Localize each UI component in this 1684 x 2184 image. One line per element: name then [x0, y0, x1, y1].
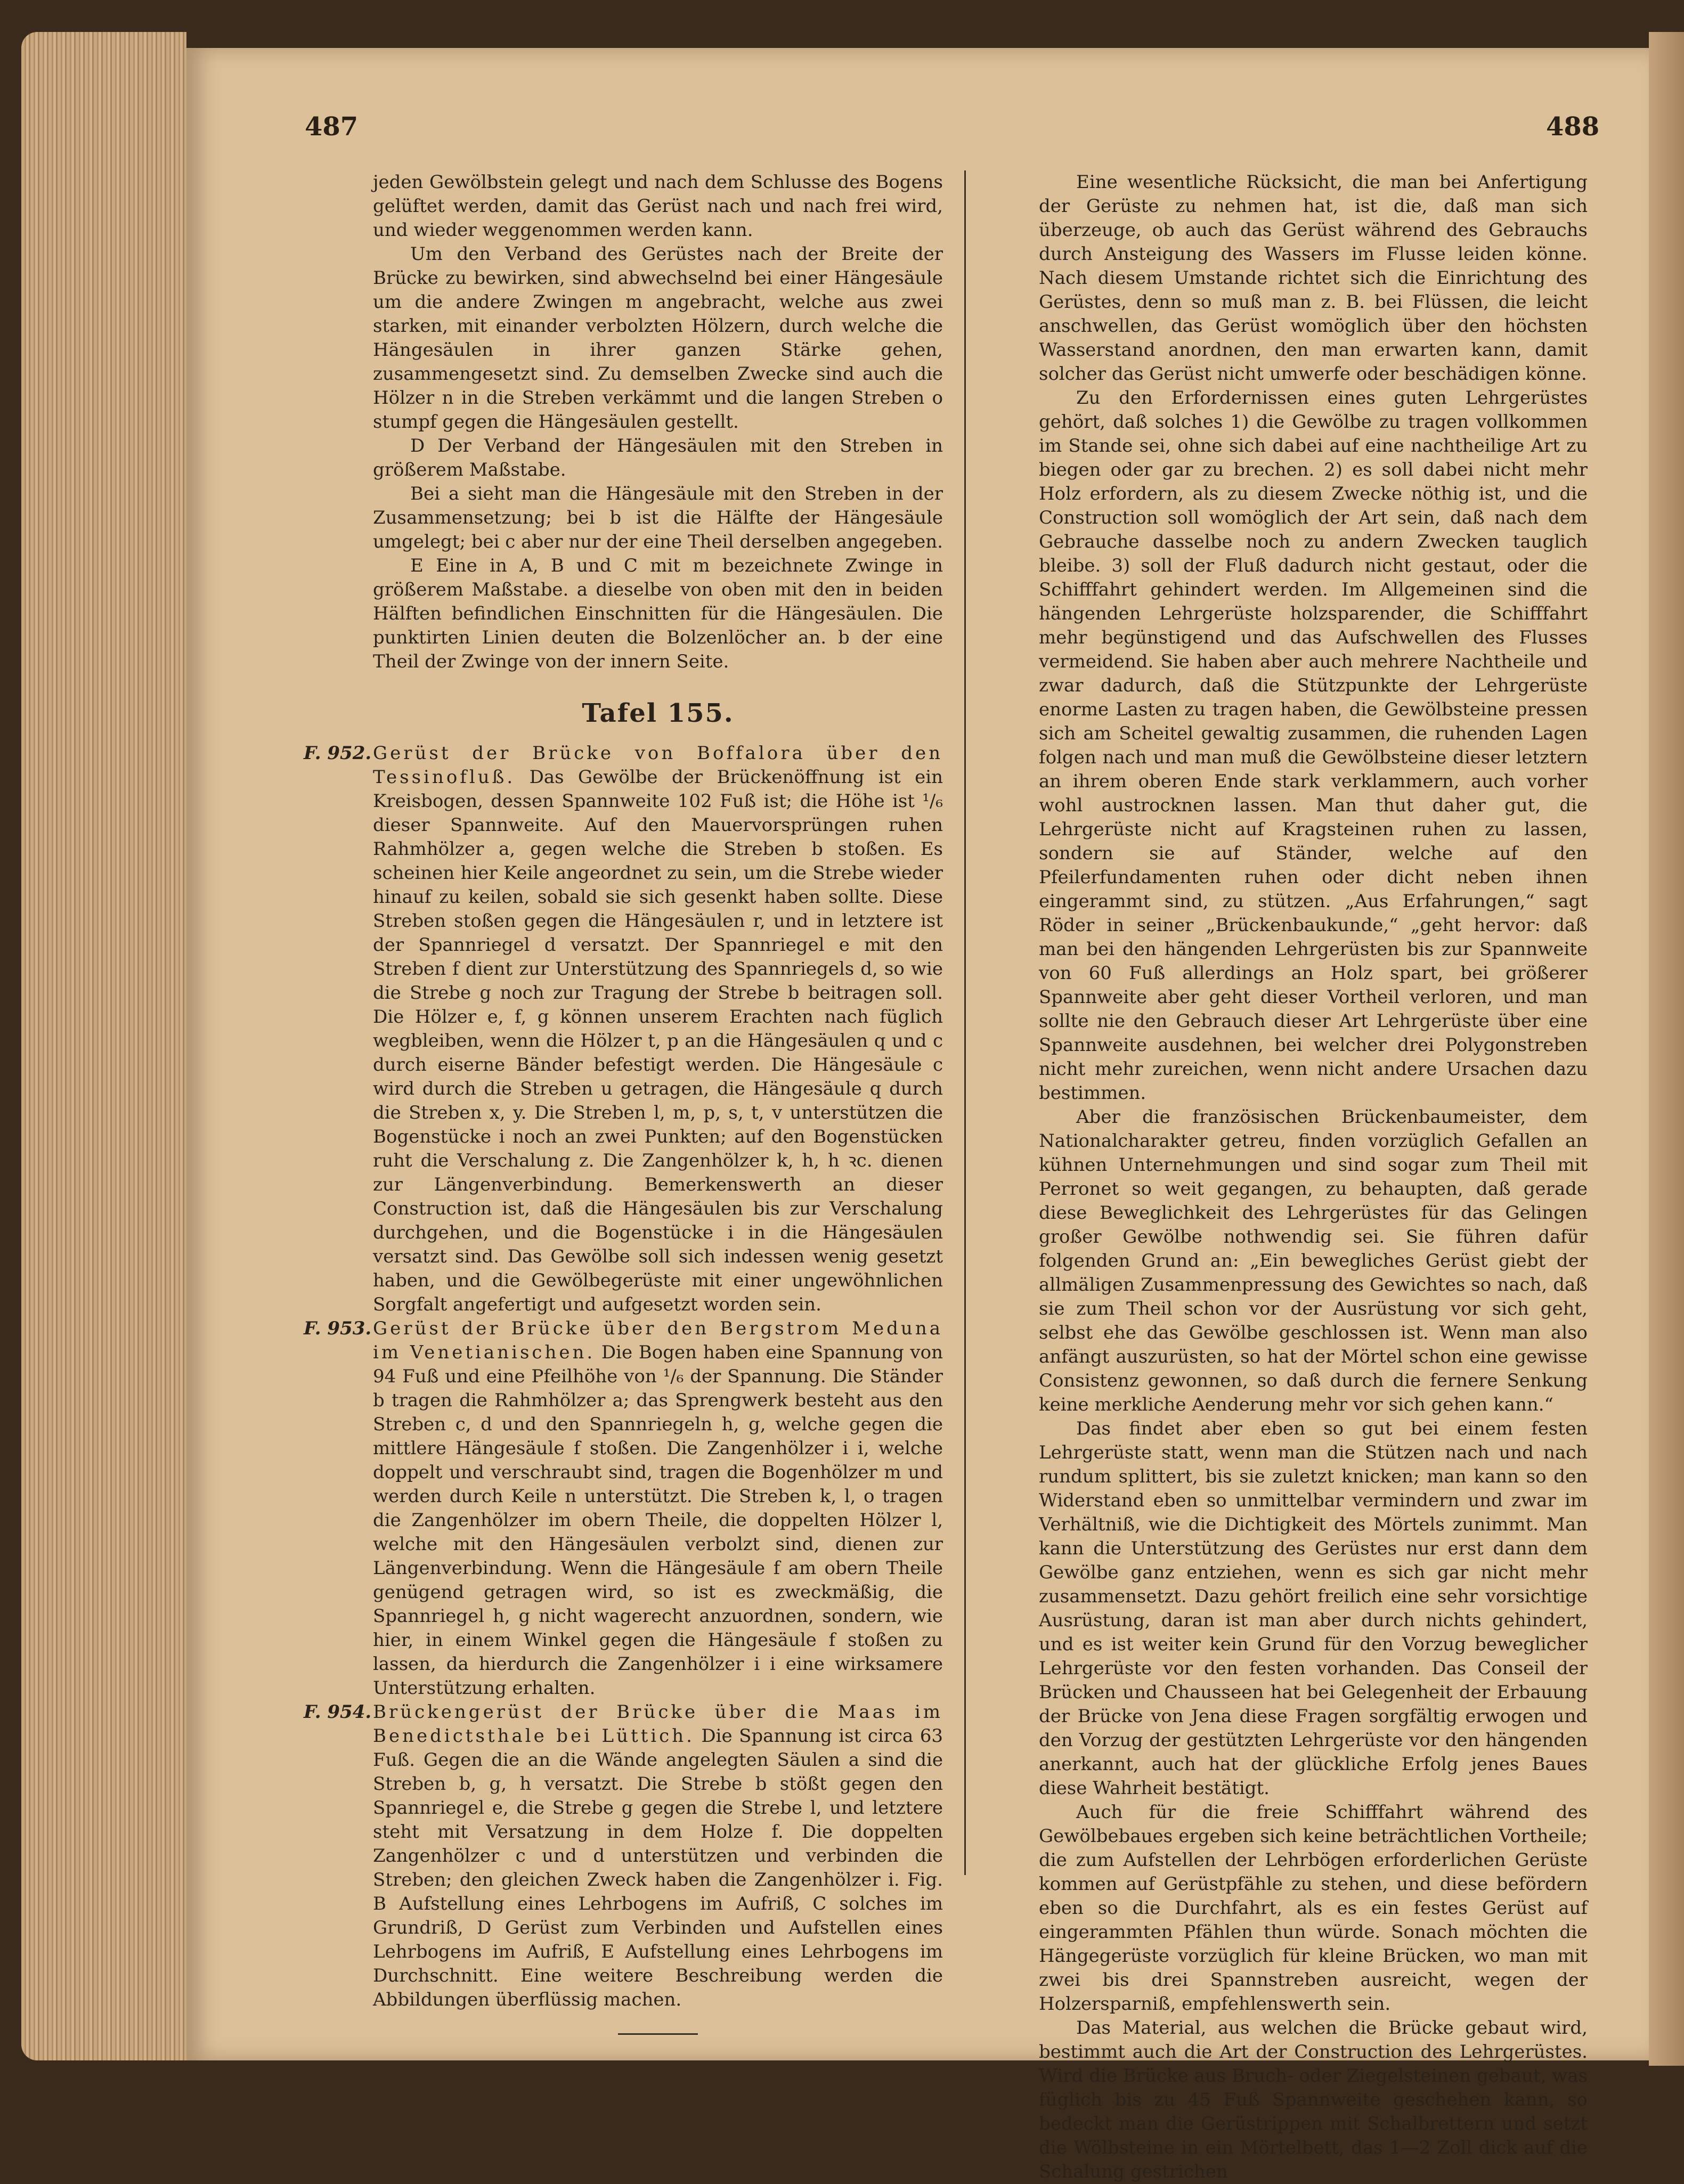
- paragraph: Eine wesentliche Rücksicht, die man bei Anfertigung der Gerüste zu nehmen hat, ist die, daß man sich überzeuge, ob auch das Gerüst während des Gebrauchs durch Ansteigung des Wassers im Flusse leiden könne. Nach diesem Umstande richtet sich die Einrichtung des Gerüstes, denn so muß man z. B. bei Flüssen, die leicht anschwellen, das Gerüst womöglich über den höchsten Wasserstand anordnen, den man erwarten kann, damit solcher das Gerüst nicht umwerfe oder beschädigen könne.: [1039, 172, 1588, 385]
- paragraph: jeden Gewölbstein gelegt und nach dem Schlusse des Bogens gelüftet werden, damit das Gerüst nach und nach frei wird, und wieder weggenommen werden kann.: [373, 172, 943, 241]
- paragraph: Aber die französischen Brückenbaumeister, dem Nationalcharakter getreu, finden vorzüglich Gefallen an kühnen Unternehmungen und sind sogar zum Theil mit Perronet so weit gegangen, zu behaupten, daß gerade diese Beweglichkeit des Lehrgerüstes für das Gelingen großer Gewölbe nothwendig sei. Sie führen dafür folgenden Grund an: „Ein bewegliches Gerüst giebt der allmäligen Zusammenpressung des Gewichtes so nach, daß sie zum Theil schon vor der Ausrüstung vor sich geht, selbst ehe das Gewölbe geschlossen ist. Wenn man also anfängt auszurüsten, so hat der Mörtel schon eine gewisse Consistenz gewonnen, so daß durch die fernere Senkung keine merkliche Aenderung mehr vor sich gehen kann.“: [1039, 1106, 1588, 1415]
- entry-title: Gerüst der Brücke über den Bergstrom Meduna im Venetianischen.: [373, 1318, 943, 1363]
- paragraph: Zu den Erfordernissen eines guten Lehrgerüstes gehört, daß solches 1) die Gewölbe zu tragen vollkommen im Stande sei, ohne sich dabei auf eine nachtheilige Art zu biegen oder gar zu brechen. 2) es soll dabei nicht mehr Holz erfordern, als zu diesem Zwecke nöthig ist, und die Construction soll womöglich der Art sein, daß nach dem Gebrauche dasselbe noch zu andern Zwecken tauglich bleibe. 3) soll der Fluß dadurch nicht gestaut, oder die Schifffahrt gehindert werden. Im Allgemeinen sind die hängenden Lehrgerüste holzsparender, die Schifffahrt mehr begünstigend und das Aufschwellen des Flusses vermeidend. Sie haben aber auch mehrere Nachtheile und zwar dadurch, daß die Stützpunkte der Lehrgerüste enorme Lasten zu tragen haben, die Gewölbsteine pressen sich am Scheitel gewaltig zusammen, die ruhenden Lagen folgen nach und man muß die Gewölbsteine dieser letztern an ihrem oberen Ende stark verklammern, auch vorher wohl austrocknen lassen. Man thut daher gut, die Lehrgerüste nicht auf Kragsteinen ruhen zu lassen, sondern sie auf Ständer, welche auf den Pfeilerfundamenten ruhen oder dicht neben ihnen eingerammt sind, zu stützen. „Aus Erfahrungen,“ sagt Röder in seiner „Brückenbaukunde,“ „geht hervor: daß man bei den hängenden Lehrgerüsten bis zur Spannweite von 60 Fuß allerdings an Holz spart, bei größerer Spannweite aber geht dieser Vortheil verloren, und man sollte nie den Gebrauch dieser Art Lehrgerüste über eine Spannweite ausdehnen, bei welcher drei Polygonstreben nicht mehr zureichen, wenn nicht andere Ursachen dazu bestimmen.: [1039, 387, 1588, 1104]
- end-rule: [618, 2033, 698, 2035]
- entry-text: Die Spannung ist circa 63 Fuß. Gegen die an die Wände angelegten Säulen a sind die Streben b, g, h versatzt. Die Strebe b stößt gegen den Spannriegel e, die Strebe g gegen die Strebe l, und letztere steht mit Versatzung in dem Holze f. Die doppelten Zangenhölzer c und d unterstützen und verbinden die Streben; den gleichen Zweck haben die Zangenhölzer i. Fig. B Aufstellung eines Lehrbogens im Aufriß, C solches im Grundriß, D Gerüst zum Verbinden und Aufstellen eines Lehrbogens im Aufriß, E Aufstellung eines Lehrbogens im Durchschnitt. Eine weitere Beschreibung werden die Abbildungen überflüssig machen.: [373, 1725, 943, 2010]
- paragraph: E Eine in A, B und C mit m bezeichnete Zwinge in größerem Maßstabe. a dieselbe von oben mit den in beiden Hälften befindlichen Einschnitten für die Hängesäulen. Die punktirten Linien deuten die Bolzenlöcher an. b der eine Theil der Zwinge von der innern Seite.: [373, 555, 943, 672]
- column-divider: [964, 170, 966, 1875]
- right-page-edge: [1649, 32, 1684, 2066]
- figure-label: F. 953.: [304, 1318, 372, 1339]
- paragraph: Auch für die freie Schifffahrt während des Gewölbebaues ergeben sich keine beträchtlichen Vortheile; die zum Aufstellen der Lehrbögen erforderlichen Gerüste kommen auf Gerüstpfähle zu stehen, und diese befördern eben so die Durchfahrt, als es ein festes Gerüst auf eingerammten Pfählen thun würde. Sonach möchten die Hängegerüste vorzüglich für kleine Brücken, wo man mit zwei bis drei Spannstreben ausreicht, wegen der Holzersparniß, empfehlenswerth sein.: [1039, 1802, 1588, 2015]
- paragraph: Bei a sieht man die Hängesäule mit den Streben in der Zusammensetzung; bei b ist die Hälfte der Hängesäule umgelegt; bei c aber nur der eine Theil derselben angegeben.: [373, 483, 943, 552]
- right-column: [1039, 170, 1588, 2184]
- entry-title: Brückengerüst der Brücke über die Maas im Benedictsthale bei Lüttich.: [373, 1701, 943, 1747]
- page-number-left: 487: [305, 112, 359, 142]
- figure-entry-954: [304, 1700, 943, 2012]
- paragraph: Um den Verband des Gerüstes nach der Breite der Brücke zu bewirken, sind abwechselnd bei einer Hängesäule um die andere Zwingen m angebracht, welche aus zwei starken, mit einander verbolzten Hölzern, durch welche die Hängesäulen in ihrer ganzen Stärke gehen, zusammengesetzt sind. Zu demselben Zwecke sind auch die Hölzer n in die Streben verkämmt und die langen Streben o stumpf gegen die Hängesäulen gestellt.: [373, 243, 943, 433]
- entry-title: Gerüst der Brücke von Boffalora über den Tessinofluß.: [373, 743, 943, 788]
- paragraph: Das Material, aus welchen die Brücke gebaut wird, bestimmt auch die Art der Construction des Lehrgerüstes. Wird die Brücke aus Bruch- oder Ziegelsteinen gebaut, was füglich bis zu 45 Fuß Spannweite geschehen kann, so bedeckt man die Gerüstrippen mit Schalbrettern und setzt die Wölbsteine in ein Mörtelbett, das 1—2 Zoll dick auf die Schalung gestrichen: [1039, 2017, 1588, 2182]
- figure-label: F. 954.: [304, 1701, 372, 1723]
- paragraph: Das findet aber eben so gut bei einem festen Lehrgerüste statt, wenn man die Stützen nach und nach rundum splittert, bis sie zuletzt knicken; man kann so den Widerstand eben so unmittelbar vermindern und zwar im Verhältniß, wie die Dichtigkeit des Mörtels zunimmt. Man kann die Unterstützung des Gerüstes nur erst dann dem Gewölbe ganz entziehen, wenn es sich gar nicht mehr zusammensetzt. Dazu gehört freilich eine sehr vorsichtige Ausrüstung, daran ist man aber durch nichts gehindert, und es ist weiter kein Grund für den Vorzug beweglicher Lehrgerüste vor den festen vorhanden. Das Conseil der Brücken und Chausseen hat bei Gelegenheit der Erbauung der Brücke von Jena diese Fragen sorgfältig erwogen und den Vorzug der gestützten Lehrgerüste vor den hängenden anerkannt, auch hat der glückliche Erfolg jenes Baues diese Wahrheit bestätigt.: [1039, 1418, 1588, 1799]
- figure-label: F. 952.: [304, 743, 372, 764]
- page-number-right: 488: [1546, 112, 1600, 142]
- entry-text: Das Gewölbe der Brückenöffnung ist ein Kreisbogen, dessen Spannweite 102 Fuß ist; die Höhe ist ¹/₆ dieser Spannweite. Auf den Mauervorsprüngen ruhen Rahmhölzer a, gegen welche die Streben b stoßen. Es scheinen hier Keile angeordnet zu sein, um die Strebe wieder hinauf zu keilen, sobald sie sich gesenkt haben sollte. Diese Streben stoßen gegen die Hängesäulen r, und in letztere ist der Spannriegel d versatzt. Der Spannriegel e mit den Streben f dient zur Unterstützung des Spannriegels d, so wie die Strebe g noch zur Tragung der Strebe b beitragen soll. Die Hölzer e, f, g können unserem Erachten nach füglich wegbleiben, wenn die Hölzer t, p an die Hängesäulen q und c durch eiserne Bänder befestigt werden. Die Hängesäule c wird durch die Streben u getragen, die Hängesäule q durch die Streben x, y. Die Streben l, m, p, s, t, v unterstützen die Bogenstücke i noch an zwei Punkten; auf den Bogenstücken ruht die Verschalung z. Die Zangenhölzer k, h, h ꝛc. dienen zur Längenverbindung. Bemerkenswerth an dieser Construction ist, daß die Hängesäulen bis zur Verschalung durchgehen, und die Bogenstücke i in die Hängesäulen versatzt sind. Das Gewölbe soll sich indessen wenig gesetzt haben, und die Gewölbegerüste mit einer ungewöhnlichen Sorgfalt angefertigt und aufgesetzt worden sein.: [373, 767, 943, 1315]
- left-column: [304, 170, 943, 2035]
- entry-text: Die Bogen haben eine Spannung von 94 Fuß und eine Pfeilhöhe von ¹/₆ der Spannung. Die Ständer b tragen die Rahmhölzer a; das Sprengwerk besteht aus den Streben c, d und den Spannriegeln h, g, welche gegen die mittlere Hängesäule f stoßen. Die Zangenhölzer i i, welche doppelt und verschraubt sind, tragen die Bogenhölzer m und werden durch Keile n unterstützt. Die Streben k, l, o tragen die Zangenhölzer im obern Theile, die doppelten Hölzer l, welche mit den Hängesäulen verbolzt sind, dienen zur Längenverbindung. Wenn die Hängesäule f am obern Theile genügend getragen wird, so ist es zweckmäßig, die Spannriegel h, g nicht wagerecht anzuordnen, sondern, wie hier, in einem Winkel gegen die Hängesäule f stoßen zu lassen, da hierdurch die Zangenhölzer i i eine wirksamere Unterstützung erhalten.: [373, 1342, 943, 1699]
- section-heading: Tafel 155.: [582, 698, 734, 728]
- paragraph: D Der Verband der Hängesäulen mit den Streben in größerem Maßstabe.: [373, 435, 943, 480]
- figure-entry-953: [304, 1317, 943, 1700]
- page-stack-edge: [21, 32, 186, 2060]
- figure-entry-952: [304, 741, 943, 1317]
